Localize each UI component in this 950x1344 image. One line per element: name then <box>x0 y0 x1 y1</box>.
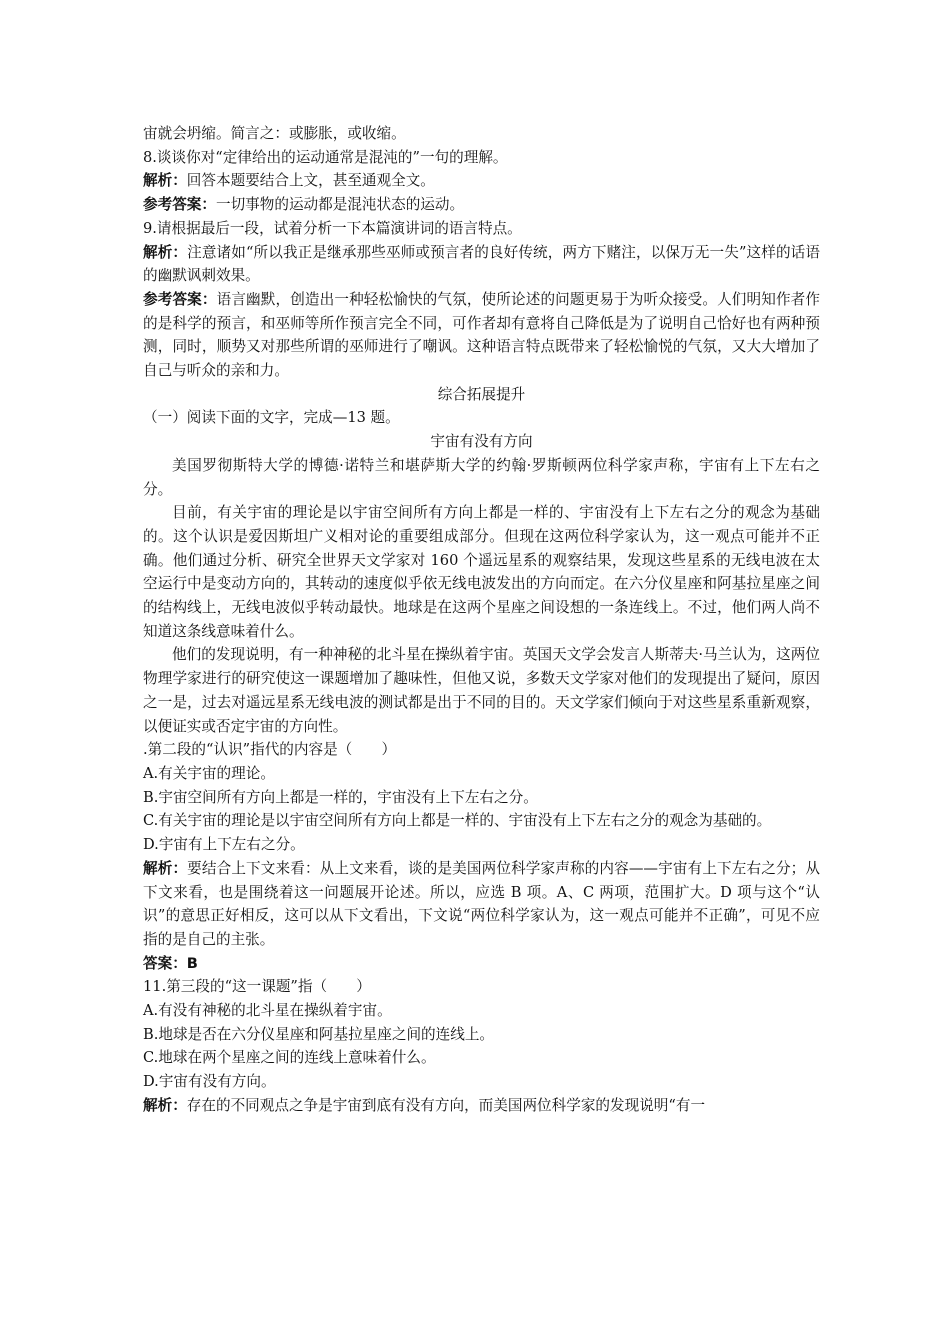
question-8: 8.谈谈你对“定律给出的运动通常是混沌的”一句的理解。 <box>143 148 508 166</box>
analysis-text: 注意诸如“所以我正是继承那些巫师或预言者的良好传统，两方下赌注，以保万无一失”这样的话语的幽默讽刺效果。 <box>143 243 820 285</box>
answer-text: 语言幽默，创造出一种轻松愉快的气氛，使所论述的问题更易于为听众接受。人们明知作者作的是科学的预言，和巫师等所作预言完全不同，可作者却有意将自己降低是为了说明自己恰好也有两种预测，同时，顺势又对那些所谓的巫师进行了嘲讽。这种语言特点既带来了轻松愉悦的气氛，又大大增加了自己与听众的亲和力。 <box>143 290 820 380</box>
analysis-text: 要结合上下文来看：从上文来看，谈的是美国两位科学家声称的内容——宇宙有上下左右之分；从下文来看，也是围绕着这一问题展开论述。所以，应选 B 项。A、C 两项，范围扩大。D 项与这个“认识”的意思正好相反，这可以从下文看出，下文说“两位科学家认为，这一观点可能并不正确”，可见不应指的是自己的主张。 <box>143 859 820 948</box>
analysis-10 <box>143 857 820 952</box>
question-9: 9.请根据最后一段，试着分析一下本篇演讲词的语言特点。 <box>143 219 522 237</box>
reading-instruction: （一）阅读下面的文字，完成—13 题。 <box>143 409 400 427</box>
text-line: 宙就会坍缩。简言之：或膨胀，或收缩。 <box>143 125 406 142</box>
analysis-label: 解析： <box>143 243 188 261</box>
answer-label: 参考答案： <box>143 196 216 214</box>
analysis-label: 解析： <box>143 1096 187 1114</box>
answer-text: 一切事物的运动都是混沌状态的运动。 <box>215 196 465 214</box>
option-c: C.有关宇宙的理论是以宇宙空间所有方向上都是一样的、宇宙没有上下左右之分的观念为基础的。 <box>143 812 772 830</box>
analysis-9 <box>143 241 820 288</box>
answer-label: 答案： <box>143 954 187 972</box>
option-d: D.宇宙有上下左右之分。 <box>143 836 305 854</box>
analysis-label: 解析： <box>143 859 188 877</box>
analysis-label: 解析： <box>143 172 187 190</box>
option-b: B.宇宙空间所有方向上都是一样的，宇宙没有上下左右之分。 <box>143 788 538 806</box>
article-paragraph-1: 美国罗彻斯特大学的博德·诺特兰和堪萨斯大学的约翰·罗斯顿两位科学家声称，宇宙有上下左右之分。 <box>143 456 820 498</box>
option-c: C.地球在两个星座之间的连线上意味着什么。 <box>143 1049 436 1067</box>
option-d: D.宇宙有没有方向。 <box>143 1073 276 1091</box>
option-a: A.有关宇宙的理论。 <box>143 764 275 782</box>
answer-label: 参考答案： <box>143 290 217 308</box>
analysis-11 <box>143 1094 820 1118</box>
answer-8 <box>143 193 820 217</box>
question-11: 11.第三段的“这一课题”指（ ） <box>143 978 371 996</box>
article-paragraph-2: 目前，有关宇宙的理论是以宇宙空间所有方向上都是一样的、宇宙没有上下左右之分的观念为基础的。这个认识是爱因斯坦广义相对论的重要组成部分。但现在这两位科学家认为，这一观点可能并不正确。他们通过分析、研究全世界天文学家对 160 个遥远星系的观察结果，发现这些星系的无线电波在太空运行中是变动方向的，其转动的速度似乎依无线电波发出的方向而定。在六分仪星座和阿基拉星座之间的结构线上，无线电波似乎转动最快。地球是在这两个星座之间设想的一条连线上。不过，他们两人尚不知道这条线意味着什么。 <box>143 504 820 640</box>
option-a: A.有没有神秘的北斗星在操纵着宇宙。 <box>143 1002 392 1020</box>
answer-10 <box>143 952 820 976</box>
article-title: 宇宙有没有方向 <box>430 433 533 451</box>
option-b: B.地球是否在六分仪星座和阿基拉星座之间的连线上。 <box>143 1025 495 1043</box>
analysis-text: 存在的不同观点之争是宇宙到底有没有方向，而美国两位科学家的发现说明“有一 <box>186 1096 706 1114</box>
section-title: 综合拓展提升 <box>437 385 526 403</box>
answer-text: B <box>186 954 198 972</box>
analysis-8 <box>143 169 820 193</box>
article-paragraph-3: 他们的发现说明，有一种神秘的北斗星在操纵着宇宙。英国天文学会发言人斯蒂夫·马兰认为，这两位物理学家进行的研究使这一课题增加了趣味性，但他又说，多数天文学家对他们的发现提出了疑问，原因之一是，过去对遥远星系无线电波的测试都是出于不同的目的。天文学家们倾向于对这些星系重新观察，以便证实或否定宇宙的方向性。 <box>143 646 820 735</box>
analysis-text: 回答本题要结合上文，甚至通观全文。 <box>186 172 435 190</box>
question-10: .第二段的“认识”指代的内容是（ ） <box>143 741 397 759</box>
answer-9 <box>143 288 820 383</box>
